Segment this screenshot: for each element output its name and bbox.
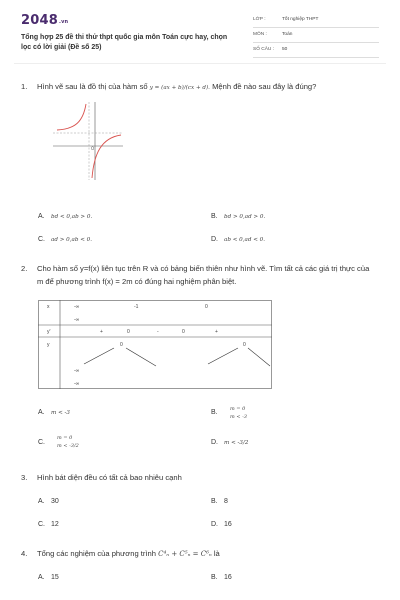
meta-subject (253, 31, 379, 43)
row-label-x: x (47, 304, 50, 310)
document-title: Tổng hợp 25 đề thi thử thpt quốc gia môn Toán cực hay, chọn lọc có lời giải (Đề số 25) (21, 34, 228, 51)
x-value: -1 (134, 304, 139, 310)
x-value: -∞ (74, 317, 80, 323)
function-graph (53, 102, 123, 180)
trend-arrow-down (126, 348, 156, 366)
variation-table (38, 300, 272, 389)
y-value: -∞ (74, 381, 80, 387)
question-text: Hình bát diện đều có tất cả bao nhiêu cạnh (37, 473, 182, 482)
graph-origin-label: O (91, 146, 95, 151)
sign-value: + (215, 329, 218, 335)
question-number: 3. (21, 473, 28, 482)
header-divider (14, 63, 386, 64)
table-border (39, 301, 272, 389)
trend-arrow-up (208, 348, 238, 364)
exam-page: 2048.vn Tổng hợp 25 đề thi thử thpt quốc gia môn Toán cực hay, chọn lọc có lời giải (Đề số 25) LỚP : Tốt nghiệp THPT MÔN : Toán SỐ CÂU : 50 1. Hình vẽ sau là đồ thị của hàm số y = (ax + b)/(cx + d). Mệnh đề nào sau đây là đúng? O A. bd < 0,ab > 0. B. bd > 0,ad > 0. C. ad > 0,ab < 0. D. ab < 0,ad < 0. 2. Cho hàm số y=f(x) liên tục trên R và có bảng biến thiên như hình vẽ. Tìm tất cả các giá trị thực của m để phương trình f(x) = 2m có đúng hai nghiệm phân biệt. x y' y -∞ -∞ -1 0 + 0 - 0 + 0 0 -∞ -∞ A. m < -3 B. m = 0 m < -3 C. m = 0 m < -3/2 D. m < -3/2 3. Hình bát diện đều có tất cả bao nhiêu cạnh A. 30 B. 8 C. 12 D. 16 4. Tổng các nghiệm của phương trình C⁴ₙ + C⁵ₙ = C⁶ₙ là A. 15 B. 16 (0, 0, 400, 600)
trend-arrow-down (248, 348, 270, 366)
meta-subject-key: MÔN : (253, 32, 267, 37)
formula: C⁴ₙ + C⁵ₙ = C⁶ₙ (158, 550, 212, 558)
meta-class-value: Tốt nghiệp THPT (282, 17, 319, 22)
question-number: 2. (21, 264, 28, 273)
meta-subject-value: Toán (282, 32, 293, 37)
question-text: Cho hàm số y=f(x) liên tục trên R và có bảng biến thiên như hình vẽ. Tìm tất cả các giá trị thực của m để phương trình f(x) = 2m có đúng hai nghiệm phân biệt. (37, 264, 370, 286)
question-text: Hình vẽ sau là đồ thị của hàm số y = (ax + b)/(cx + d). Mệnh đề nào sau đây là đúng? (37, 82, 317, 91)
question-number: 1. (21, 82, 28, 91)
y-value: 0 (120, 342, 123, 348)
question-number: 4. (21, 549, 28, 558)
sign-value: 0 (182, 329, 185, 335)
site-logo[interactable]: 2048.vn (21, 13, 69, 28)
row-label-y: y (47, 342, 50, 348)
trend-arrow-up (84, 348, 114, 364)
y-value: -∞ (74, 368, 80, 374)
graph-branch-right (92, 135, 121, 178)
option-2c-value: m = 0 m < -3/2 (57, 435, 79, 449)
row-label-yprime: y' (47, 329, 51, 335)
x-value: -∞ (74, 304, 80, 310)
y-value: 0 (243, 342, 246, 348)
graph-branch-left (57, 104, 86, 130)
meta-count-key: SỐ CÂU : (253, 47, 275, 52)
meta-class-key: LỚP : (253, 17, 266, 22)
formula: y = (ax + b)/(cx + d). (149, 85, 210, 91)
meta-count (253, 46, 379, 58)
sign-value: - (157, 329, 159, 335)
x-value: 0 (205, 304, 208, 310)
question-text: Tổng các nghiệm của phương trình C⁴ₙ + C⁵ₙ = C⁶ₙ là (37, 549, 220, 558)
meta-count-value: 50 (282, 47, 288, 52)
option-2b-value: m = 0 m < -3 (230, 406, 247, 420)
sign-value: + (100, 329, 103, 335)
sign-value: 0 (127, 329, 130, 335)
meta-class (253, 16, 379, 28)
